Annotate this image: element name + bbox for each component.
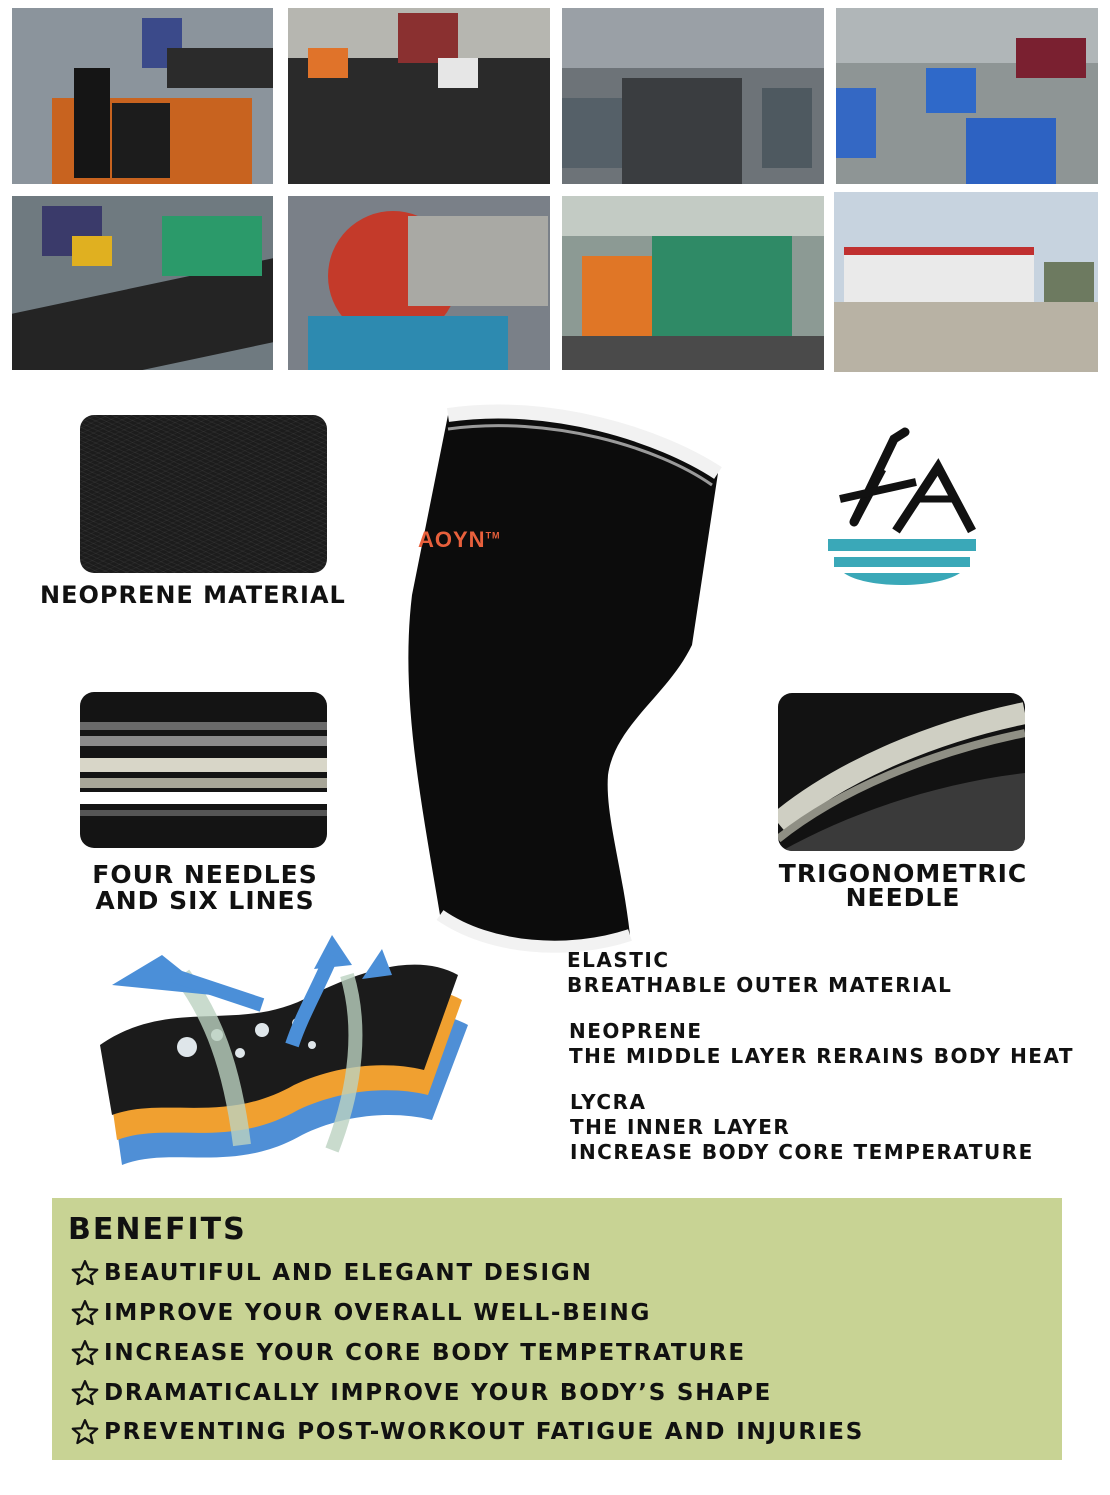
stitching-swatch: [80, 692, 327, 848]
layer-middle-line: THE MIDDLE LAYER RERAINS BODY HEAT: [569, 1044, 1075, 1068]
factory-photo-building-exterior: [834, 192, 1098, 372]
stitching-label-line2: AND SIX LINES: [95, 886, 315, 915]
benefit-item: [70, 1376, 772, 1410]
factory-photo-laminating-machine: [288, 196, 550, 370]
star-outline-icon: [70, 1378, 100, 1408]
layer-outer-text: [567, 948, 952, 998]
benefit-item: [70, 1336, 746, 1370]
factory-photo-production-line: [562, 8, 824, 184]
benefit-item: [70, 1415, 864, 1449]
factory-photo-conveyor-workers: [12, 196, 273, 370]
factory-photo-industrial-machine: [562, 196, 824, 370]
stitching-label-line1: FOUR NEEDLES: [92, 860, 318, 889]
neoprene-material-label: NEOPRENE MATERIAL: [40, 581, 346, 609]
layer-outer-line: BREATHABLE OUTER MATERIAL: [567, 973, 953, 997]
factory-photo-fabric-marking: [288, 8, 550, 184]
brand-name: AOYN: [418, 527, 486, 552]
brand-logo-text: [418, 527, 501, 553]
star-outline-icon: [70, 1417, 100, 1447]
neoprene-swatch: [80, 415, 327, 573]
benefit-text: PREVENTING POST-WORKOUT FATIGUE AND INJURIES: [104, 1419, 865, 1445]
layer-inner-text: [570, 1090, 1034, 1165]
factory-photo-sewing-room: [836, 8, 1098, 184]
stitching-label: [70, 862, 340, 914]
star-outline-icon: [70, 1338, 100, 1368]
layer-inner-line-2: INCREASE BODY CORE TEMPERATURE: [570, 1140, 1034, 1164]
benefits-panel: [52, 1198, 1062, 1460]
benefit-text: BEAUTIFUL AND ELEGANT DESIGN: [104, 1260, 593, 1286]
needle-label: [758, 859, 1048, 912]
benefit-text: DRAMATICALLY IMPROVE YOUR BODY’S SHAPE: [104, 1380, 773, 1406]
star-outline-icon: [70, 1258, 100, 1288]
needle-swatch: [778, 693, 1025, 851]
benefit-text: IMPROVE YOUR OVERALL WELL-BEING: [104, 1300, 652, 1326]
needle-seam-graphic: [778, 693, 1025, 851]
benefit-item: [70, 1256, 593, 1290]
layer-middle-title: NEOPRENE: [569, 1019, 703, 1043]
fabric-layers-diagram: [92, 935, 472, 1197]
layer-outer-title: ELASTIC: [567, 948, 670, 972]
benefit-text: INCREASE YOUR CORE BODY TEMPETRATURE: [104, 1340, 746, 1366]
layer-inner-title: LYCRA: [570, 1090, 647, 1114]
trademark-symbol: TM: [485, 530, 501, 541]
knee-sleeve-product-image: [400, 395, 730, 955]
layer-inner-line-1: THE INNER LAYER: [570, 1115, 791, 1139]
brand-emblem-logo: [826, 427, 978, 599]
needle-label-line2: NEEDLE: [845, 883, 961, 912]
benefit-item: [70, 1296, 651, 1330]
factory-photo-cutting-table: [12, 8, 273, 184]
layer-middle-text: [569, 1019, 1074, 1069]
needle-label-line1: TRIGONOMETRIC: [778, 859, 1028, 888]
star-outline-icon: [70, 1298, 100, 1328]
benefits-title: BENEFITS: [68, 1212, 247, 1247]
